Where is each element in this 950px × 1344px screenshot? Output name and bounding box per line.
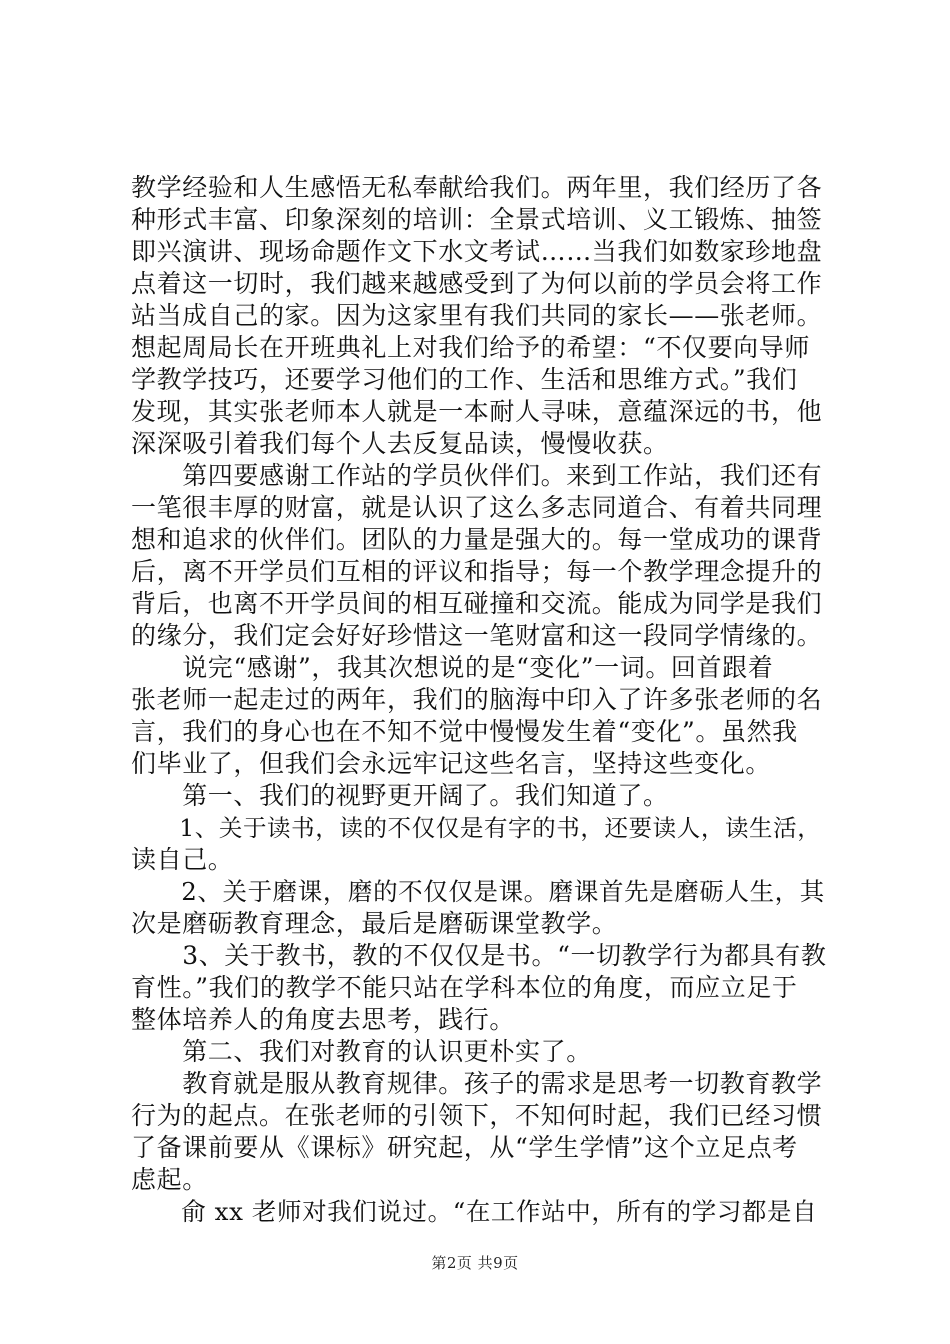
text-line: 点着这一切时，我们越来越感受到了为何以前的学员会将工作 [131,269,823,298]
text-line: 第四要感谢工作站的学员伙伴们。来到工作站，我们还有 [131,461,823,490]
text-line: 深深吸引着我们每个人去反复品读，慢慢收获。 [131,429,669,458]
text-line: 虑起。 [131,1165,208,1194]
text-line: 了备课前要从《课标》研究起，从“学生学情”这个立足点考 [131,1133,798,1162]
text-line: 张老师一起走过的两年，我们的脑海中印入了许多张老师的名 [131,685,823,714]
text-line: 第二、我们对教育的认识更朴实了。 [131,1037,592,1066]
document-body [131,172,827,1228]
text-line: 俞 xx 老师对我们说过。“在工作站中，所有的学习都是自 [131,1197,818,1226]
text-line: 背后，也离不开学员间的相互碰撞和交流。能成为同学是我们 [131,589,823,618]
text-line: 整体培养人的角度去思考，践行。 [131,1005,516,1034]
text-line: 想和追求的伙伴们。团队的力量是强大的。每一堂成功的课背 [131,525,823,554]
text-line: 的缘分，我们定会好好珍惜这一笔财富和这一段同学情缘的。 [131,621,823,650]
text-line: 行为的起点。在张老师的引领下，不知何时起，我们已经习惯 [131,1101,823,1130]
text-line: 学教学技巧，还要学习他们的工作、生活和思维方式。”我们 [131,365,798,394]
text-line: 发现，其实张老师本人就是一本耐人寻味，意蕴深远的书，他 [131,397,823,426]
text-line: 后，离不开学员们互相的评议和指导；每一个教学理念提升的 [131,557,823,586]
text-line: 2、关于磨课，磨的不仅仅是课。磨课首先是磨砺人生，其 [131,877,825,906]
text-line: 种形式丰富、印象深刻的培训：全景式培训、义工锻炼、抽签 [131,205,823,234]
text-line: 3、关于教书，教的不仅仅是书。“一切教学行为都具有教 [131,941,827,970]
text-line: 想起周局长在开班典礼上对我们给予的希望：“不仅要向导师 [131,333,810,362]
text-line: 育性。”我们的教学不能只站在学科本位的角度，而应立足于 [131,973,798,1002]
text-line: 1、关于读书，读的不仅仅是有字的书，还要读人，读生活， [131,814,822,842]
text-line: 读自己。 [131,845,234,874]
text-line: 站当成自己的家。因为这家里有我们共同的家长——张老师。 [131,301,823,330]
text-line: 们毕业了，但我们会永远牢记这些名言，坚持这些变化。 [131,749,772,778]
text-line: 一笔很丰厚的财富，就是认识了这么多志同道合、有着共同理 [131,493,823,522]
text-line: 次是磨砺教育理念，最后是磨砺课堂教学。 [131,909,618,938]
page-number-footer: 第2页 共9页 [431,1254,519,1272]
text-line: 即兴演讲、现场命题作文下水文考试……当我们如数家珍地盘 [131,237,823,266]
text-line: 言，我们的身心也在不知不觉中慢慢发生着“变化”。虽然我 [131,717,798,746]
text-line: 教学经验和人生感悟无私奉献给我们。两年里，我们经历了各 [131,173,823,202]
text-line: 说完“感谢”，我其次想说的是“变化”一词。回首跟着 [131,653,774,682]
text-line: 教育就是服从教育规律。孩子的需求是思考一切教育教学 [131,1069,823,1098]
text-line: 第一、我们的视野更开阔了。我们知道了。 [131,781,669,810]
